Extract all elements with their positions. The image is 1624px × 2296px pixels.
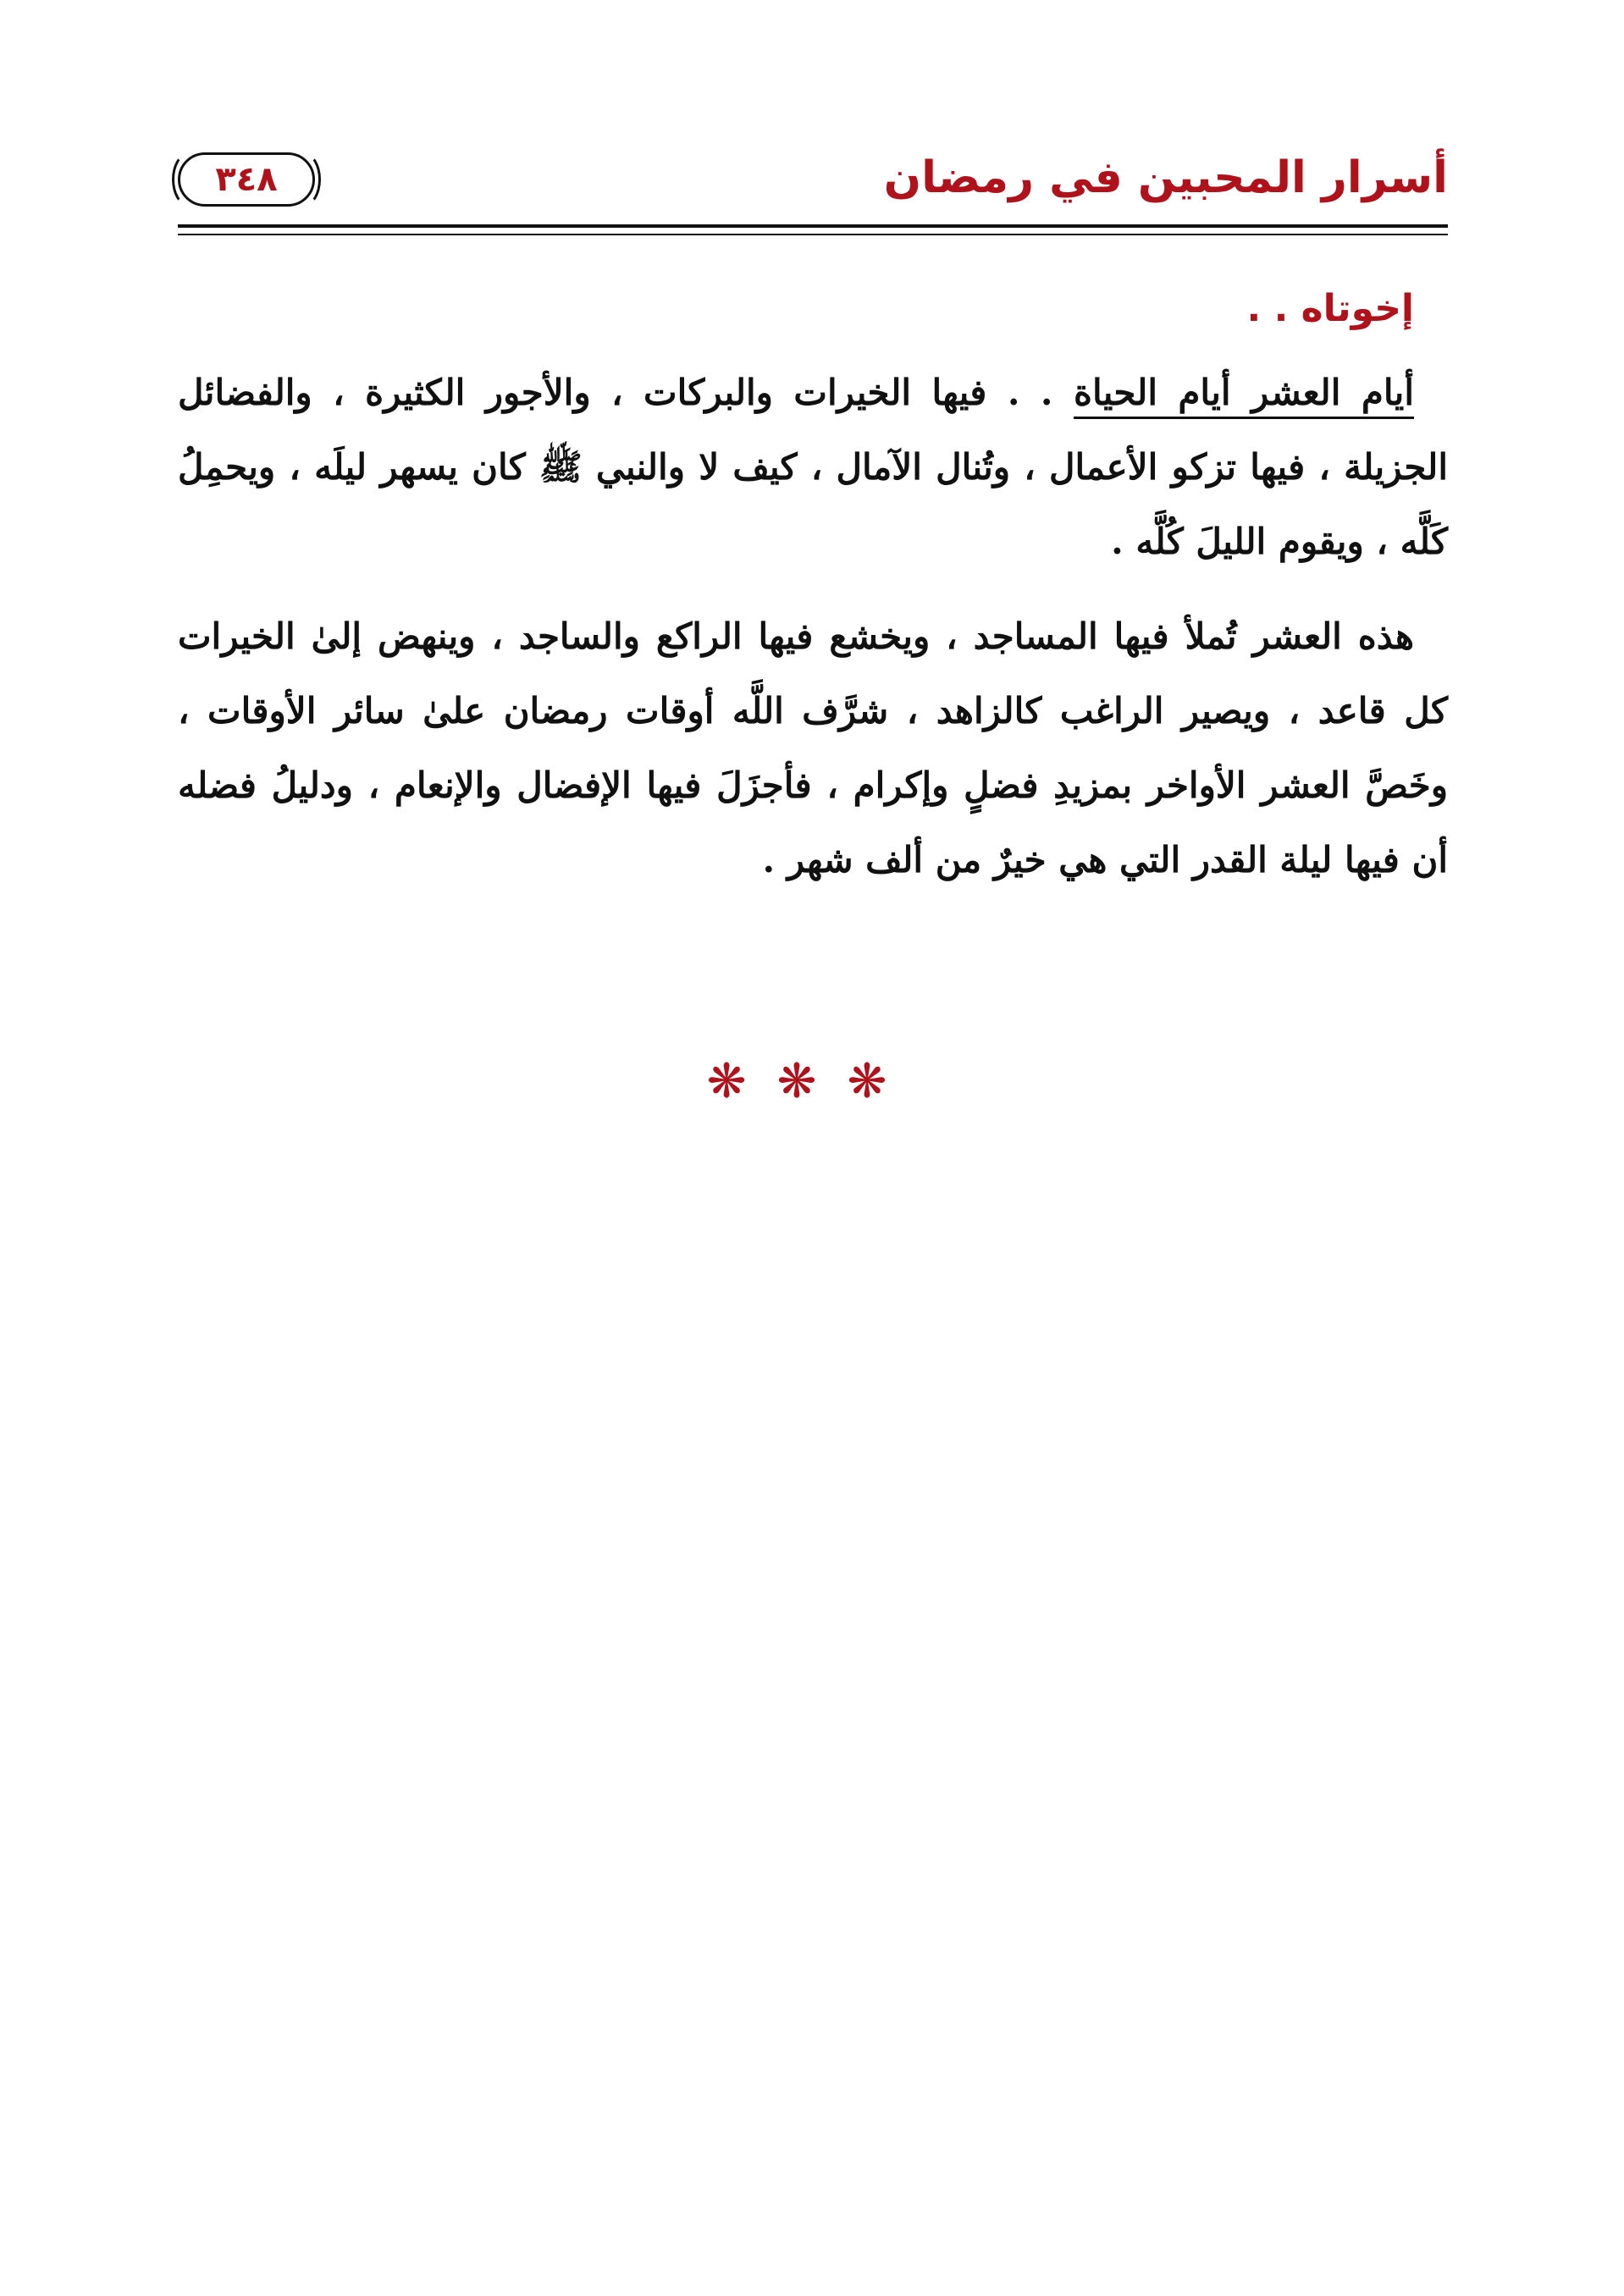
section-separator-ornament: ❋❋❋ [706, 1054, 918, 1109]
header-rule-thin [178, 234, 1448, 235]
underlined-phrase: أيام العشر أيام الحياة [1074, 372, 1414, 419]
page-header [178, 144, 1448, 237]
header-rule-thick [178, 224, 1448, 228]
running-title: أسرار المحبين في رمضان [883, 152, 1448, 203]
paragraph-1 [178, 356, 1448, 579]
paragraph-2: هذه العشر تُملأ فيها المساجد ، ويخشع فيها الراكع والساجد ، وينهض إلىٰ الخيرات كل قاعد ، ويصير الراغب كالزاهد ، شرَّف اللَّه أوقات رمضان علىٰ سائر الأوقات ، وخَصَّ العشر الأواخر بمزيدِ فضلٍ وإكرام ، فأجزَلَ فيها الإفضال والإنعام ، ودليلُ فضله أن فيها ليلة القدر التي هي خيرٌ من ألف شهر . [178, 615, 1448, 880]
page-content [178, 271, 1448, 897]
page-number-badge [178, 152, 315, 207]
paragraph-1-text: . . فيها الخيرات والبركات ، والأجور الكثيرة ، والفضائل الجزيلة ، فيها تزكو الأعمال ، وتُنال الآمال ، كيف لا والنبي ﷺ كان يسهر ليلَه ، ويحمِلُ كَلَّه ، ويقوم الليلَ كُلَّه . [178, 372, 1448, 562]
section-heading: إخوتاه . . [1246, 287, 1414, 330]
page-number: ٣٤٨ [215, 160, 278, 199]
